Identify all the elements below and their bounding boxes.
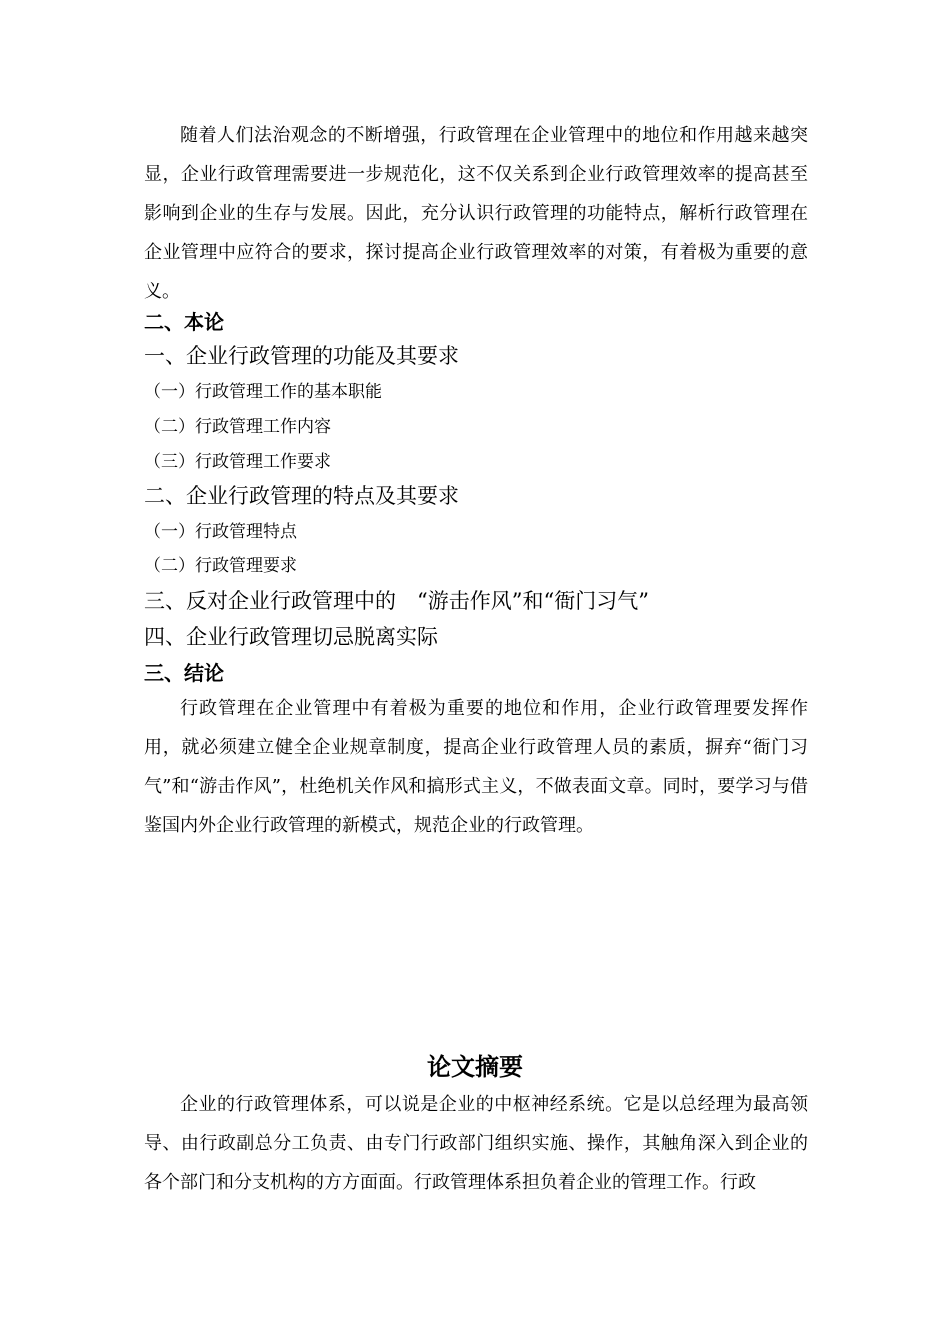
section-4-title: 四、企业行政管理切忌脱离实际 xyxy=(144,625,438,649)
section-1-item-1: （一）行政管理工作的基本职能 xyxy=(144,382,382,402)
conclusion-heading: 三、结论 xyxy=(144,661,224,685)
section-2-item-2: （二）行政管理要求 xyxy=(144,556,297,576)
abstract-paragraph: 企业的行政管理体系，可以说是企业的中枢神经系统。它是以总经理为最高领导、由行政副总分工负责、由专门行政部门组织实施、操作，其触角深入到企业的各个部门和分支机构的方方面面。行政管理体系担负着企业的管理工作。行政 xyxy=(144,1094,808,1193)
main-body-heading: 二、本论 xyxy=(144,310,224,334)
section-1-item-3: （三）行政管理工作要求 xyxy=(144,452,331,472)
section-1-item-2: （二）行政管理工作内容 xyxy=(144,417,331,437)
section-3-title: 三、反对企业行政管理中的 “游击作风”和“衙门习气” xyxy=(144,589,649,613)
section-2-title: 二、企业行政管理的特点及其要求 xyxy=(144,484,459,508)
section-2-item-1: （一）行政管理特点 xyxy=(144,522,297,542)
intro-paragraph: 随着人们法治观念的不断增强，行政管理在企业管理中的地位和作用越来越突显，企业行政管理需要进一步规范化，这不仅关系到企业行政管理效率的提高甚至影响到企业的生存与发展。因此，充分认识行政管理的功能特点，解析行政管理在企业管理中应符合的要求，探讨提高企业行政管理效率的对策，有着极为重要的意义。 xyxy=(144,125,808,302)
section-1-title: 一、企业行政管理的功能及其要求 xyxy=(144,344,459,368)
abstract-title: 论文摘要 xyxy=(427,1053,523,1081)
conclusion-paragraph: 行政管理在企业管理中有着极为重要的地位和作用，企业行政管理要发挥作用，就必须建立健全企业规章制度，提高企业行政管理人员的素质，摒弃“衙门习气”和“游击作风”，杜绝机关作风和搞形式主义，不做表面文章。同时，要学习与借鉴国内外企业行政管理的新模式，规范企业的行政管理。 xyxy=(144,698,808,836)
